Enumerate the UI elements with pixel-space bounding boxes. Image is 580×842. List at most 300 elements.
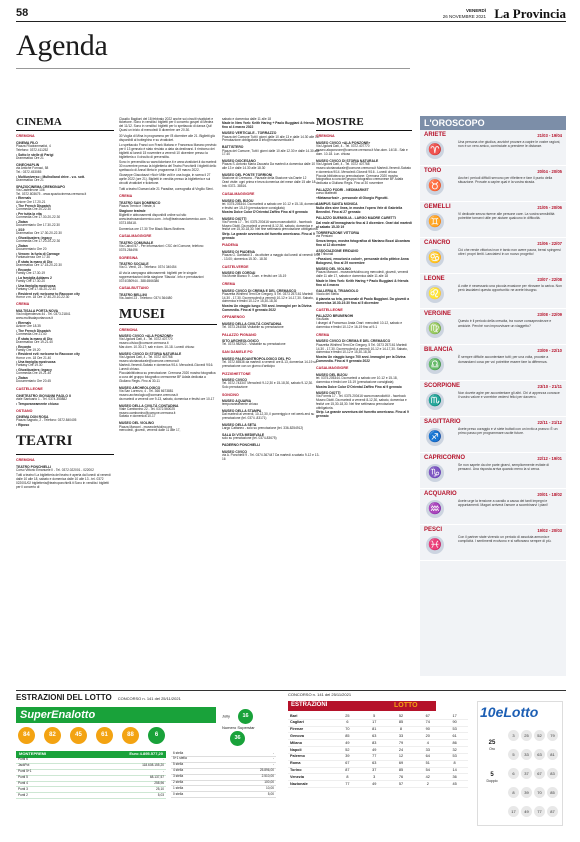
info-line: Family Ore 19.20 (16, 347, 41, 352)
city-heading: PIZZIGHETTONE (222, 371, 251, 376)
table-cell: 17 (441, 713, 468, 719)
event-title: • La famiglia Addams 2 (16, 275, 52, 280)
zodiac-gemelli (420, 202, 566, 238)
city-heading: OFFANENGO (222, 315, 245, 320)
info-line: Via Ugolani Dati, 4 - Tel. 0372.407770 museo.ciivico@comune.cremona.it (119, 337, 173, 346)
table-cell: 90 (441, 719, 468, 726)
table-cell: 85 (388, 767, 415, 774)
sign-dates: 19/02 - 20/03 (537, 527, 562, 533)
zodiac-symbol-icon: ♍ (426, 320, 444, 338)
event-title: • Riposo (16, 423, 30, 428)
info-line: Piazza Marconi - museodelviolino.org (119, 424, 172, 429)
table-cell: 0 stella (171, 792, 223, 798)
event-title: • Encanto (16, 344, 32, 349)
table-cell: 79 (388, 740, 415, 747)
dieci-e-lotto-ball: 79 (547, 730, 558, 741)
event-title: • Multiuniverso • Mulholland drive - v.o. sott. (16, 174, 85, 179)
superenalotto-concorso: CONCORSO n. 141 del 25/11/2021 (117, 696, 181, 701)
info-line: Family Ore 17.30-19 (16, 270, 46, 275)
venue-name: MUSEO DIOTTI (316, 390, 341, 395)
event-title: Mostra Dolce Color D'Oriental Zaffiro Fino al 9 gennaio (222, 210, 308, 215)
info-line: via A. Ponchielli 9 - Tel. 0374.367447 Da martedì a sabato 9-12 e 13-16 (222, 452, 320, 461)
table-cell: 8 (441, 760, 468, 767)
venue-name: MUSEO CIVICO «ALA PONZONE» (119, 334, 174, 339)
city-heading: CASTELLEONE (16, 387, 43, 392)
sign-name: VERGINE (424, 311, 452, 318)
event-title: • Sotto le stelle di Parigi (16, 152, 54, 157)
sign-dates: 23/10 - 21/11 (537, 384, 562, 390)
venue-name: CINEMA DON ROSA (16, 414, 49, 419)
oro-number: 25 (488, 740, 496, 746)
teatri-list (16, 458, 114, 490)
table-cell: 33 (414, 747, 441, 754)
table-cell: 20 (414, 733, 441, 740)
info-line: Documentario Ore 20 (16, 247, 47, 252)
jolly-label: Jolly (222, 713, 231, 719)
lotto-results-table (288, 713, 468, 788)
ruota-row (288, 781, 468, 788)
dieci-e-lotto-ball: 77 (534, 806, 545, 817)
info-line: via Antiche Fornaci, 58 (16, 165, 49, 170)
zodiac-capricorno (420, 453, 566, 489)
table-cell: 6 stella (171, 751, 223, 756)
dieci-e-lotto-logo: 10eLotto (480, 704, 539, 720)
doppio-box (482, 772, 502, 784)
info-line: Drammatico Ore 17.30-20-22.30 (16, 231, 62, 236)
info-line: corso Matteotti (316, 191, 337, 196)
city-heading: PALAZZO PIGNANO (222, 332, 257, 337)
table-cell: 118.608.155,20 (77, 763, 166, 769)
info-line: tel. 0375.205344. Da martedì a sabato ore 10-12 e 15-18, domenica e festivi ore 15-19 (prenotazione consigliata) (316, 375, 398, 384)
info-line: Sabato e domenica 10-17 (119, 414, 156, 419)
musei-list (119, 328, 217, 433)
city-heading: CREMA (222, 282, 236, 287)
teatri-rule (16, 454, 114, 455)
table-cell: - (223, 756, 276, 762)
zodiac-cancro (420, 238, 566, 274)
zodiac-symbol-icon: ♋ (426, 249, 444, 267)
info-line: Drammatico Ore 19-21.40 (16, 339, 53, 344)
sign-dates: 20/01 - 18/02 (537, 491, 562, 497)
info-line: www.multisalaportanova.it (16, 315, 53, 320)
sign-name: SCORPIONE (424, 383, 461, 390)
info-line: Commedia Ore 19-21.40 (16, 371, 52, 376)
info-paragraph: Tutti a teatro! Domani alle 21 Paradise, coreografia di Virgilio Sieni. (119, 186, 214, 191)
venue-name: MUSEO ARCHEOLOGICO (119, 385, 161, 390)
ruota-row (288, 733, 468, 740)
info-line: museo.archeologico@comune.cremona.it (119, 392, 178, 397)
dieci-e-lotto-ball: 85 (547, 787, 558, 798)
zodiac-symbol-icon: ♎ (426, 356, 444, 374)
zodiac-acquario (420, 489, 566, 525)
event-title: • Ghostbusters: legacy (16, 236, 52, 241)
info-paragraph: Biglietti e abbonamenti disponibili online sul sito www.teatrosandomenico.com - info@teatrosandomenico.com - Tel. 0373.85418. (119, 213, 214, 226)
info-line: Piazzetta Winifred Terni De Gregory, 5 Tel. 0373 257161 Martedì 14,30 - 17,30. Da mercoledì a venerdì 10-12 e 14-17,30. Sabato, domenica e festivi 10-12 e 15,30-18,30 (316, 342, 408, 355)
montepremi-box (16, 751, 166, 799)
table-cell: 52 (334, 747, 361, 754)
info-line: Piazza Sagrato, 2 - Telefono: 0372.840405 (16, 418, 77, 423)
venue-name: TEATRO COMUNALE (119, 240, 154, 245)
info-line: via Persiani (316, 233, 333, 238)
city-heading: PIADENA (222, 243, 239, 248)
dieci-e-lotto-numbers (508, 730, 562, 825)
info-line: Orari visite: ogni prima e terza domenica del mese dalle 15 alle 18. Info 0372- 38516. (222, 180, 317, 189)
info-line: Drammatico Ore 21 (16, 177, 44, 182)
venue-name: MUSEO VERTICALE - TORRAZZO (222, 131, 277, 136)
sign-name: BILANCIA (424, 347, 453, 354)
dieci-e-lotto-ball: 83 (547, 768, 558, 779)
sign-dates: 23/09 - 22/10 (537, 348, 562, 354)
event-title: • È stata la mano di Dio (16, 259, 53, 264)
event-title: Mostra Dolce Color D'Oriental Zaffiro Fino al 9 gennaio (316, 384, 402, 389)
venue-name: MUSEO DEL VIOLINO (316, 266, 351, 271)
venue-name: MULTISALA PORTA NOVA (16, 308, 59, 313)
superenalotto-ball: 45 (70, 727, 87, 744)
city-heading: CASTELVERDE (222, 264, 249, 269)
table-cell: 86 (441, 740, 468, 747)
info-paragraph: Tutti a teatro! La biglietteria del teatro è aperta dal lunedì al venerdì dalle 10 alle 18, sabato e domenica dalle 10 alle 13 - tel. 0372 022001/02 biglietteria@teatroponchielli.it Sono in vendita i biglietti per il concerto di (16, 473, 111, 489)
zodiac-symbol-icon: ♊ (426, 213, 444, 231)
ruota-row (288, 774, 468, 781)
sign-name: SAGITTARIO (424, 419, 461, 426)
table-cell: 25,10 (77, 787, 166, 793)
venue-name: MUSEO CIVICO DI CREMA E DEL CREMASCO (222, 288, 297, 293)
info-paragraph: Sono in prevendita su www.ticketone.it e www.vivaticket.it da martedì 30 novembre presso la biglietteria del Teatro Ponchielli i biglietti dello spettacolo di Annal Meta in programma il 19 marzo 2022. (119, 160, 217, 172)
info-line: via Tribunali (316, 251, 334, 256)
info-line: Via San Lorenzo, 4 - Tel. 366 6673881 (119, 388, 174, 393)
table-cell: 12 (388, 753, 415, 760)
city-heading: CREMA (16, 302, 30, 307)
event-title: • Zlatan (16, 376, 28, 381)
sign-text: Con il partner state vivendo un periodo di assoluta armonia e complicità. I sentimenti evolvono e si rafforzano sempre di più. (458, 534, 552, 544)
table-cell: Punti 3 (16, 787, 77, 793)
event-title: • Resident evil: welcome to Raccoon city (16, 291, 80, 296)
zodiac-leone (420, 274, 566, 310)
event-title: Stagione teatrale (119, 208, 146, 213)
column-mostre (316, 116, 412, 686)
table-cell: 3 stella (171, 774, 223, 780)
ruota-row (288, 753, 468, 760)
lotto-concorso: CONCORSO n. 141 del 25/11/2021 (288, 692, 352, 697)
table-cell: Punti 6 (16, 758, 77, 763)
table-cell: 85 (334, 733, 361, 740)
venue-name: TORREFAZIONE VITTORIA (316, 230, 360, 235)
table-cell: 70 (334, 726, 361, 733)
zodiac-symbol-icon: ♒ (426, 500, 444, 518)
doppio-label: Doppio (486, 779, 498, 784)
sign-dates: 20/04 - 20/05 (537, 168, 562, 174)
table-cell: 77 (361, 753, 388, 760)
table-cell: - (77, 758, 166, 763)
table-cell: Venezia (288, 774, 334, 781)
teatri-list-continued (119, 118, 217, 301)
info-line: Via Castelleone 108 (16, 187, 45, 192)
sign-text: Non dovete agire per accontentare gli altri. Chi vi apprezza conosce il vostro valore e vorrebbe vedervi felici per davvero. (458, 391, 560, 400)
superenalotto-ball: 84 (18, 727, 35, 744)
event-title: Strip. La grande avventura del fumetto americano. Fino al 9 gennaio (316, 410, 409, 419)
table-cell: 24 (388, 747, 415, 754)
section-heading-cinema: CINEMA (16, 116, 114, 131)
table-cell: Punti 5+1 (16, 769, 77, 775)
sign-text: Una persona che giudica, anziché provare a capire le vostre ragioni, non è un vero amico, cominciate a prendere le distanze. (458, 140, 561, 149)
table-cell: 5 stella (171, 762, 223, 768)
sign-name: PESCI (424, 526, 443, 533)
event-title: • Ghostbusters: legacy (16, 368, 52, 373)
info-line: Piccolabiblioteca su prenotazione: Cremona 2020 mostra fotografica a cura del gruppo fotografico cremonese BF Adafa dedicata a Giuliano Regis. Fino al 30-11 (119, 370, 216, 383)
table-cell: 2 stella (171, 780, 223, 786)
table-cell: 42 (414, 774, 441, 781)
info-line: Via Formis 17 - Tel. 0375.200416 www.museodiotti.it - facebook Museo Diotti. Da martedì a venerdì 8-12,30, sabato, domenica e festivi ore 15,30-18,30. Nel fine settimana prenotazione obbligatoria. (316, 393, 407, 410)
city-heading: SONCINO (222, 392, 239, 397)
sign-text: Se non sapete da che parte girarvi, semplicemente evitate di pensarci. Una risposta arriva quando meno la si cerca. (458, 463, 550, 472)
venue-name: MUSEO CIVICO «ALA PONZONE» (316, 140, 371, 145)
table-cell: Bari (288, 713, 334, 719)
table-cell: 54 (414, 767, 441, 774)
ruota-row (288, 740, 468, 747)
event-title: Senza tempo, mostra fotografica di Mariano Bozzi Alcantara fino al 12 dicembre (316, 238, 410, 247)
zodiac-symbol-icon: ♐ (426, 428, 444, 446)
superstar-number: 36 (230, 731, 245, 746)
zodiac-symbol-icon: ♈ (426, 141, 444, 159)
event-title: • Zlatan (16, 244, 28, 249)
event-title: Dal reale all'immaginario fino al 3 dicembre. Orari dal martedì al sabato 15-30 19 (316, 220, 412, 229)
event-title: Nulla dies sine linea, in mostra l'opera Vele di Gabriella Benedini. Fino al 27 gennaio (316, 206, 403, 215)
city-heading: CREMONA (16, 134, 35, 139)
table-cell: - (223, 751, 276, 756)
dieci-e-lotto-ball: 37 (521, 768, 532, 779)
event-title: • Resident evil: welcome to Raccoon city (16, 352, 80, 357)
sign-dates: 21/03 - 19/04 (537, 133, 562, 138)
issue-day: VENERDÌ (465, 8, 486, 13)
table-cell: 77 (334, 781, 361, 788)
info-line: Vicolo del Stella (316, 291, 339, 296)
event-title: • Zlatan (16, 220, 28, 225)
event-title: • Eternals (16, 196, 32, 201)
column-teatri-musei (119, 116, 217, 686)
table-cell: 61 (441, 733, 468, 740)
info-line: solo su prenotazione (tel. 0374-83675) (222, 436, 277, 441)
jolly-number: 16 (238, 709, 253, 724)
musei-list-continued (222, 118, 320, 462)
zodiac-sagittario (420, 417, 566, 453)
info-line: tel. 0375.205344. Da martedì a sabato ore 10-12 e 15-18, domenica e festivi ore 15-19 (prenotazione consigliata) (222, 201, 319, 210)
table-cell: 4 (414, 740, 441, 747)
oroscopo-panel (420, 116, 566, 676)
table-cell: 32 (441, 747, 468, 754)
dieci-e-lotto-ball: 81 (547, 749, 558, 760)
venue-name: PALAZZO FODRI - NEDIMARKET (316, 188, 369, 193)
table-cell: 25.896,00 (223, 768, 276, 774)
venue-name: MUSEO DEL VIOLINO (119, 421, 154, 426)
table-cell: 5 (361, 713, 388, 719)
info-line: Piazza del Comune Tutti i giorni dalle 10 alle 13 e dalle 14.30 alle 18. Prenotazione obbligatoria a info@museoverticale.it (222, 134, 320, 143)
info-line: Family Ore 17.30-20 (16, 278, 46, 283)
table-cell: 8 (334, 774, 361, 781)
venue-name: ASSOCIAZIONE ERIDANO (316, 248, 359, 253)
sign-text: Anche i periodi difficili servono per riflettere e fare il punto della situazione. Provate a capire qual è la vostra strada. (458, 175, 553, 185)
venue-name: MUSEO DELLA CIVILTÀ CONTADINA (222, 321, 282, 326)
ruota-row (288, 726, 468, 733)
table-cell: 45 (441, 781, 468, 788)
sign-dates: 22/12 - 19/01 (537, 456, 562, 462)
venue-name: CINEMA FILO (16, 140, 38, 145)
info-line: Tel. 0372.743347 Mercoledì 9-12,30 e 15-18,30, sabato 9-12,30. Solo prenotazione (222, 381, 314, 389)
sign-dates: 23/08 - 22/09 (537, 312, 562, 318)
sign-name: ACQUARIO (424, 490, 457, 497)
zodiac-vergine (420, 309, 566, 345)
info-line: temporaneamente chiuso (222, 402, 258, 407)
table-cell: 76 (388, 774, 415, 781)
table-cell: 63 (361, 733, 388, 740)
event-title: Made in New York: Keith Haring + Paolo Buggiani & friends fino al 4 marzo (316, 278, 409, 287)
city-heading: CREMONA (316, 134, 335, 139)
info-line: Piazza Filodrammatici, 4 (16, 143, 51, 148)
dieci-e-lotto-ball: 39 (521, 787, 532, 798)
issue-date (443, 8, 486, 20)
event-title: «Metamorfosi» - personale di Giorgio Pignotti. (316, 196, 389, 201)
table-cell: 1 stella (171, 786, 223, 792)
info-line: Stazione di Cremona - Piazzale della Stazione via Dante 12 (222, 176, 307, 181)
table-cell: 69 (388, 760, 415, 767)
info-line: Commedia Ore 20-22.30 (16, 207, 52, 212)
info-line: Piazza Trento e Trieste, 6 (119, 203, 156, 208)
table-cell: 258,96 (77, 781, 166, 787)
city-heading: CREMONA (16, 458, 35, 463)
dieci-e-lotto-box (477, 701, 563, 826)
table-cell: 37 (361, 767, 388, 774)
venue-name: TEATRO BELLINI (119, 292, 147, 297)
superenalotto-numbers (18, 727, 174, 744)
city-heading: CASALMAGGIORE (316, 366, 349, 371)
table-cell: 85 (388, 719, 415, 726)
event-title: Strip. La grande avventura del fumetto americano. Fino al 9 gennaio (222, 232, 315, 241)
table-cell: 63 (361, 760, 388, 767)
table-cell: Milano (288, 740, 334, 747)
city-heading: CREMA (316, 333, 330, 338)
page-title: Agenda (16, 29, 108, 62)
city-heading: CASALBUTTANO (119, 286, 149, 291)
table-cell: 83 (361, 740, 388, 747)
info-line: mercoledì, giovedì, venerdì dalle 11 alle 17, (119, 428, 181, 433)
table-cell: 10,00 (223, 786, 276, 792)
table-cell: 64 (414, 753, 441, 760)
zodiac-scorpione (420, 381, 566, 417)
table-cell: 2 (414, 781, 441, 788)
dieci-e-lotto-ball: 67 (534, 768, 545, 779)
table-cell: 8 (388, 726, 415, 733)
city-heading: SAN DANIELE PO (222, 350, 253, 355)
venue-name: MUSEO CIVICO (222, 377, 248, 382)
table-cell: Genova (288, 733, 334, 740)
table-cell: 74 (414, 719, 441, 726)
sign-text: Avete preso coraggio e vi siete buttati con un invito a pranzo: È un primo passo per programmare uscite future. (458, 427, 558, 436)
section-heading-teatri: TEATRI (16, 433, 73, 450)
info-line: Fantascienza Ore 17.30 (16, 254, 51, 259)
newspaper-logo: La Provincia (494, 6, 566, 21)
dieci-e-lotto-ball: 63 (534, 749, 545, 760)
montepremi-row (16, 793, 166, 799)
table-cell: 5+1 stella (171, 756, 223, 762)
table-cell: 87 (334, 767, 361, 774)
info-line: Azione Ore 17.20-21 (16, 199, 46, 204)
dieci-e-lotto-ball: 52 (534, 730, 545, 741)
city-heading: SORESINA (119, 255, 138, 260)
quote-row (171, 792, 276, 798)
info-line: Tel. 0373.244084 Visitabile su prenotazione (222, 324, 284, 329)
venue-name: MUSEO CIVICO DI STORIA NATURALE (316, 158, 379, 163)
info-line: Via G. Verdi, 23 - Telefono: 0374 340454 (119, 265, 177, 270)
venue-name: TEATRO SOCIALE (119, 262, 149, 267)
info-line: Mar-dom. 10.30-17; sab e dom. 10-18. Lunedì chiuso (119, 345, 195, 350)
info-line: Tel. 0372.65536 da martedì a venerdì ore 8-13, domenica 14-19 su prenotazione con un giorno d'anticipo (222, 359, 317, 368)
table-cell: Punti 4 (16, 781, 77, 787)
venue-name: PADERNO PONCHIELLI (222, 443, 261, 448)
info-line: Azione Ore 18.35 (16, 323, 41, 328)
event-title: • 3/19 (16, 228, 25, 233)
info-paragraph: Lo spettacolo Franci con Frank Matano e Francesca Marano previsto per il 13 gennaio è stato rinviato a data da destinarsi. Il rimborso dei biglietti al lunedì 15 novembre a venerdì 10 dicembre presso la biglietteria o il circuito di prevendita. (119, 142, 217, 159)
sign-dates: 23/07 - 22/08 (537, 276, 562, 282)
lotto-title (16, 693, 276, 705)
montepremi-label: MONTEPREMI (19, 751, 47, 756)
oroscopo-title: L'OROSCOPO (420, 116, 566, 130)
montepremi-header (16, 751, 166, 758)
dieci-e-lotto-ball: 49 (521, 806, 532, 817)
dieci-e-lotto-ball: 33 (521, 749, 532, 760)
zodiac-symbol-icon: ♉ (426, 177, 444, 195)
info-line: Largo Cattaneo - solo su prenotazione (tel. 336-8254912) (222, 426, 304, 431)
dieci-e-lotto-ball: 5 (508, 749, 519, 760)
table-cell: Torino (288, 767, 334, 774)
info-line: Via Monte Bianco 9 - Dom. e festivi ore 15-19 (222, 274, 287, 279)
table-cell: Nazionale (288, 781, 334, 788)
doppio-number: 5 (490, 772, 494, 778)
info-line: museo.cambonino@comune.cremona.it (119, 410, 176, 415)
superenalotto-ball: 88 (122, 727, 139, 744)
sign-name: TORO (424, 167, 442, 174)
sign-text: A volte è necessario una piccola evasione per ritrovare la carica. Non però lasciatevi questa opportunità: ne avete bisogno. (458, 283, 562, 292)
ruota-row (288, 747, 468, 754)
venue-name: MUSEO DEL BIJOU (316, 372, 348, 377)
info-line: Tel.: 0372.453085 (16, 169, 42, 174)
oro-label: Oro (489, 747, 495, 752)
venue-name: MUSEO DEL BIJOU (222, 198, 254, 203)
city-heading: CREMA (119, 194, 133, 199)
info-line: Documentario Ore 17.30-22.30 (16, 223, 60, 228)
superenalotto-ball: 6 (148, 727, 165, 744)
sign-name: CAPRICORNO (424, 455, 466, 462)
info-line: museo.storianaturale@comune.cremona.it (119, 359, 180, 364)
sign-text: Ciò che rende vittoriosi non è tanto non avere paura, bensì spingersi oltre i propri limiti. Lanciatevi in un nuovo progetto! (458, 247, 561, 256)
event-title: «Passioni, emozioni a colori», personale della pittrice Anna Bolognesi, fino al 29 novembre (316, 256, 409, 265)
info-paragraph: 30 Voglia di Mina in programma per l'8 dicembre alle 21. Biglietti già disponibili al botteghino e su vivaticket. (119, 133, 215, 142)
sign-dates: 21/06 - 22/07 (537, 240, 562, 246)
zodiac-symbol-icon: ♏ (426, 392, 444, 410)
table-cell: 6 (334, 719, 361, 726)
table-cell: 81 (361, 726, 388, 733)
zodiac-toro (420, 166, 566, 202)
venue-name: MUSEO DELLA STAMPA (222, 409, 262, 414)
sign-name: GEMELLI (424, 203, 451, 210)
zodiac-symbol-icon: ♑ (426, 464, 444, 482)
ruota-row (288, 719, 468, 726)
event-title: Mostra Un viaggio lungo 700 anni. Immagini per la Divina Commedia. Fino al 9 gennaio 2022 (222, 304, 312, 313)
table-cell: 53 (441, 726, 468, 733)
issue-date-text: 26 NOVEMBRE 2021 (442, 13, 486, 19)
superstar-quote-table (171, 751, 276, 798)
venue-name: CINECHAPLIN (16, 162, 40, 167)
superenalotto-ball: 61 (96, 727, 113, 744)
info-line: Martedì-Venerdì-Sabato e domenica 9/14. Mercoledì-Giovedì 9/16. Lunedì chiuso. (119, 363, 214, 372)
